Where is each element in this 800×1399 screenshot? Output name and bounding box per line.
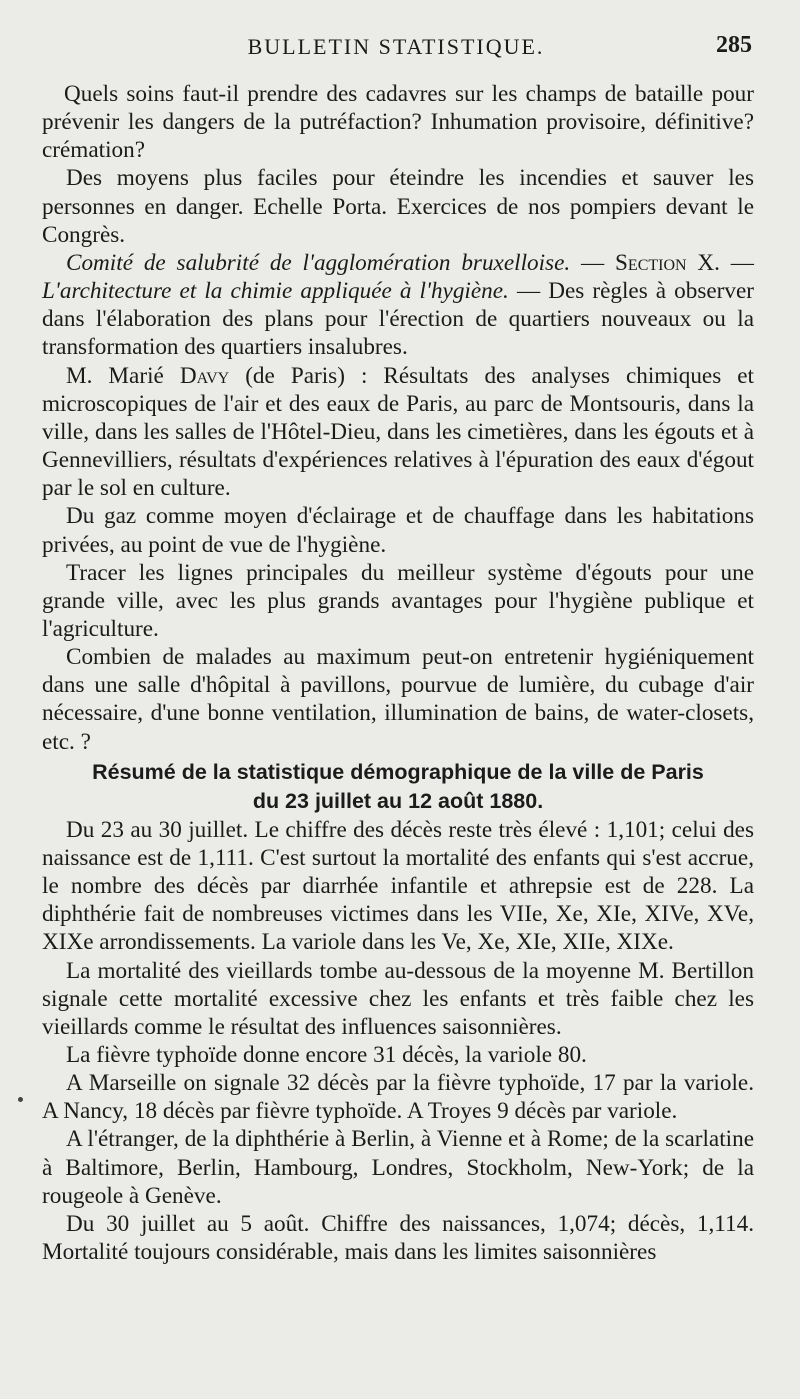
section-heading-line2: du 23 juillet au 12 août 1880. xyxy=(252,788,544,813)
davy-lead: M. Marié xyxy=(66,362,180,389)
paragraph-gaz: Du gaz comme moyen d'éclairage et de chauffage dans les habitations privées, au point de vue de l'hygiène. xyxy=(42,503,754,558)
paragraph-egouts: Tracer les lignes principales du meilleur système d'égouts pour une grande ville, avec les plus grands avantages pour l'hygiène publique et l'agriculture. xyxy=(42,559,754,642)
paragraph-marseille: A Marseille on signale 32 décès par la fièvre typhoïde, 17 par la variole. A Nancy, 18 décès par fièvre typhoïde. A Troyes 9 décès par variole. xyxy=(42,1070,754,1125)
paragraph-etranger: A l'étranger, de la diphthérie à Berlin, à Vienne et à Rome; de la scarlatine à Baltimore, Berlin, Hambourg, Londres, Stockholm, New-York; de la rougeole à Genève. xyxy=(42,1126,754,1209)
davy-text: (de Paris) : Résultats des analyses chimiques et microscopiques de l'air et des eaux de Paris, au parc de Montsouris, dans la ville, dans les salles de l'Hôtel-Dieu, dans les cimetières, dans les égouts et à Gennevilliers, résultats d'expériences relatives à l'épuration des eaux d'égout par le sol en culture. xyxy=(42,362,755,502)
paragraph-comite xyxy=(42,249,754,362)
section-heading xyxy=(42,758,754,816)
paragraph-davy xyxy=(42,362,754,503)
comite-text: — Des règles à observer dans l'élaboration des plans pour l'érection de quartiers nouveaux ou la transformation des quartiers insalubres. xyxy=(42,278,755,361)
page-number: 285 xyxy=(716,32,752,58)
comite-title: Comité de salubrité de l'agglomération bruxelloise. xyxy=(66,249,571,276)
paragraph-incendies: Des moyens plus faciles pour éteindre les incendies et sauver les personnes en danger. Echelle Porta. Exercices de nos pompiers devant le Congrès. xyxy=(42,165,754,248)
section-heading-line1: Résumé de la statistique démographique de la ville de Paris xyxy=(92,759,704,784)
paragraph-23-30-juillet: Du 23 au 30 juillet. Le chiffre des décès reste très élevé : 1,101; celui des naissance est de 1,111. C'est surtout la mortalité des enfants qui s'est accrue, le nombre des décès par diarrhée infantile et athrepsie est de 228. La diphthérie fait de nombreuses victimes dans les VIIe, Xe, XIe, XIVe, XVe, XIXe arrondissements. La variole dans les Ve, Xe, XIe, XIIe, XIXe. xyxy=(42,816,754,956)
section-label: Section X. xyxy=(615,249,720,276)
body-text xyxy=(42,80,754,1266)
paragraph-hopital: Combien de malades au maximum peut-on entretenir hygiéniquement dans une salle d'hôpital à pavillons, pourvue de lumière, du cubage d'air nécessaire, d'une bonne ventilation, illumination de bains, de water-closets, etc. ? xyxy=(42,644,754,755)
paragraph-30-juillet-5-aout: Du 30 juillet au 5 août. Chiffre des naissances, 1,074; décès, 1,114. Mortalité toujours considérable, mais dans les limites saisonnières xyxy=(42,1210,754,1266)
paragraph-vieillards: La mortalité des vieillards tombe au-dessous de la moyenne M. Bertillon signale cette mortalité excessive chez les enfants et très faible chez les vieillards comme le résultat des influences saisonnières. xyxy=(42,957,754,1040)
paragraph-cadavres: Quels soins faut-il prendre des cadavres sur les champs de bataille pour prévenir les dangers de la putréfaction? Inhumation provisoire, définitive? crémation? xyxy=(42,81,754,164)
paragraph-typhoide: La fièvre typhoïde donne encore 31 décès, la variole 80. xyxy=(66,1042,587,1068)
running-title: BULLETIN STATISTIQUE. xyxy=(247,34,545,59)
author-name: Davy xyxy=(179,362,230,389)
dash: — xyxy=(719,249,754,276)
dash: — xyxy=(570,249,616,276)
section-subject: L'architecture et la chimie appliquée à l'hygiène. xyxy=(42,278,509,305)
ink-speck xyxy=(18,1097,23,1102)
running-head xyxy=(40,34,752,64)
